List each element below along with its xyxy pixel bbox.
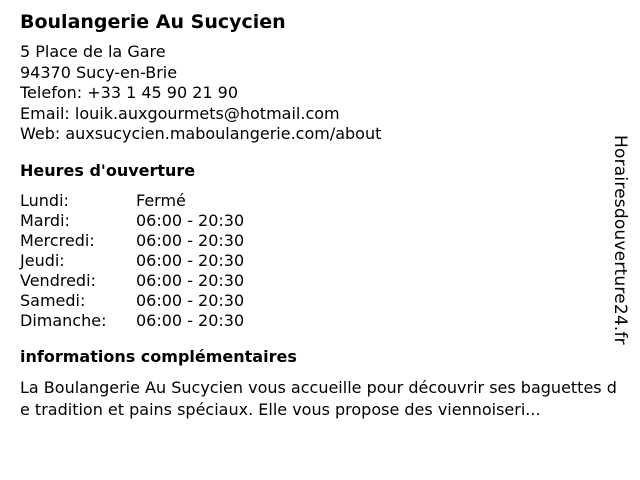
day-time: 06:00 - 20:30: [136, 290, 245, 310]
address-line-2: 94370 Sucy-en-Brie: [20, 62, 178, 82]
hours-row-samedi: [20, 291, 620, 311]
day-time: 06:00 - 20:30: [136, 310, 245, 330]
phone-number[interactable]: Telefon: +33 1 45 90 21 90: [20, 83, 239, 102]
business-name: Boulangerie Au Sucycien: [20, 11, 286, 33]
day-label: Dimanche:: [20, 310, 107, 330]
hours-heading: Heures d'ouverture: [20, 160, 196, 180]
day-time: 06:00 - 20:30: [136, 250, 245, 270]
day-label: Samedi:: [20, 290, 86, 310]
info-heading: informations complémentaires: [20, 346, 297, 366]
hours-row-jeudi: [20, 251, 620, 271]
hours-table: [20, 191, 620, 331]
website-link[interactable]: Web: auxsucycien.maboulangerie.com/about: [20, 124, 382, 143]
day-label: Lundi:: [20, 190, 69, 210]
day-time: Fermé: [136, 190, 186, 210]
day-time: 06:00 - 20:30: [136, 230, 245, 250]
address-line-1: 5 Place de la Gare: [20, 42, 166, 61]
day-time: 06:00 - 20:30: [136, 210, 245, 230]
hours-row-mardi: [20, 211, 620, 231]
day-label: Mercredi:: [20, 230, 95, 250]
day-label: Vendredi:: [20, 270, 96, 290]
hours-row-vendredi: [20, 271, 620, 291]
day-time: 06:00 - 20:30: [136, 270, 245, 290]
day-label: Mardi:: [20, 210, 70, 230]
email-address[interactable]: Email: louik.auxgourmets@hotmail.com: [20, 103, 340, 123]
hours-row-mercredi: [20, 231, 620, 251]
day-label: Jeudi:: [20, 250, 65, 270]
watermark-text: Horairesdouverture24.fr: [610, 135, 630, 345]
hours-row-lundi: [20, 191, 620, 211]
business-card: [20, 10, 620, 421]
info-description: La Boulangerie Au Sucycien vous accueille pour découvrir ses baguettes de tradition et pains spéciaux. Elle vous propose des viennoiseri...: [20, 377, 617, 419]
hours-row-dimanche: [20, 311, 620, 331]
